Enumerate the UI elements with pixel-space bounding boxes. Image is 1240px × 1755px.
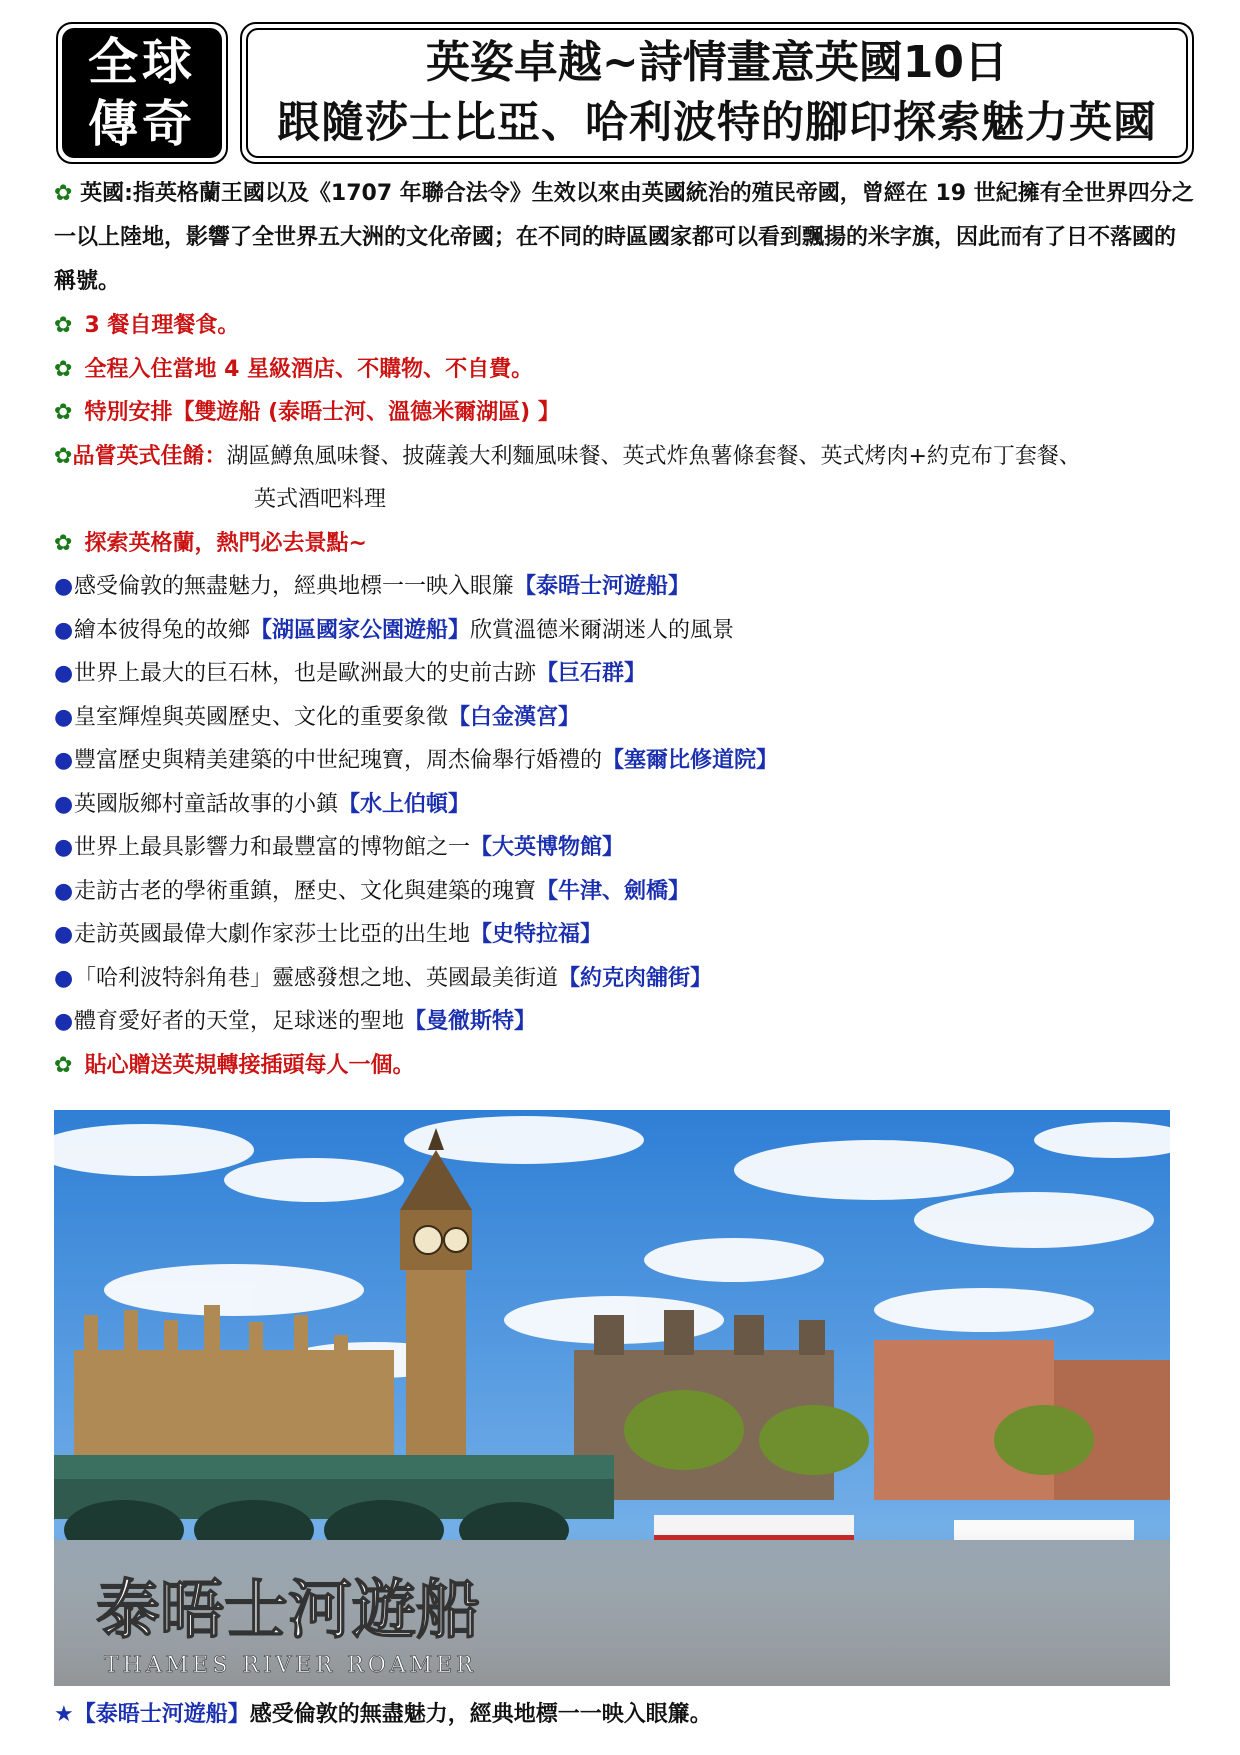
flower-icon: ✿ [54,443,73,469]
list-item: ●英國版鄉村童話故事的小鎮【水上伯頓】 [54,783,1194,827]
highlight-hotel: ✿ 全程入住當地 4 星級酒店、不購物、不自費。 [54,348,1194,392]
attractions-list [54,565,1194,1044]
itinerary-content [54,172,1194,1087]
bullet-icon: ● [54,835,74,860]
photo-caption: ★【泰晤士河遊船】感受倫敦的無盡魅力，經典地標一一映入眼簾。 [54,1702,712,1727]
thames-photo [54,1110,1170,1686]
photo-title-en: THAMES RIVER ROAMER [104,1653,477,1678]
header [56,22,1194,164]
bullet-icon: ● [54,748,74,773]
badge-line-2: 傳奇 [88,95,196,153]
flower-icon: ✿ [54,400,73,425]
intro-paragraph [54,172,1194,304]
flower-icon: ✿ [54,356,73,382]
list-item: ●世界上最具影響力和最豐富的博物館之一【大英博物館】 [54,826,1194,870]
bullet-icon: ● [54,1009,74,1034]
list-item: ●走訪英國最偉大劇作家莎士比亞的出生地【史特拉福】 [54,913,1194,957]
list-item: ●體育愛好者的天堂，足球迷的聖地【曼徹斯特】 [54,1000,1194,1044]
bullet-icon: ● [54,965,74,991]
highlight-adapter: ✿ 貼心贈送英規轉接插頭每人一個。 [54,1044,1194,1088]
highlight-cuisine: ✿品嘗英式佳餚：湖區鱒魚風味餐、披薩義大利麵風味餐、英式炸魚薯條套餐、英式烤肉+約克布丁套餐、 [54,435,1194,479]
star-icon: ★ [54,1702,74,1727]
list-item: ●豐富歷史與精美建築的中世紀瑰寶，周杰倫舉行婚禮的【塞爾比修道院】 [54,739,1194,783]
list-item: ●「哈利波特斜角巷」靈感發想之地、英國最美街道【約克肉舖街】 [54,957,1194,1001]
highlight-cruise: ✿ 特別安排【雙遊船 (泰晤士河、溫德米爾湖區) 】 [54,391,1194,435]
flower-icon: ✿ [54,530,73,556]
flower-icon: ✿ [54,181,73,206]
title-box [240,22,1194,164]
list-item: ●感受倫敦的無盡魅力，經典地標一一映入眼簾【泰晤士河遊船】 [54,565,1194,609]
bullet-icon: ● [54,791,74,817]
list-item: ●繪本彼得兔的故鄉【湖區國家公園遊船】欣賞溫德米爾湖迷人的風景 [54,609,1194,653]
london-skyline-illustration [54,1110,1170,1686]
bullet-icon: ● [54,704,74,730]
badge-line-1: 全球 [88,33,196,91]
list-item: ●走訪古老的學術重鎮，歷史、文化與建築的瑰寶【牛津、劍橋】 [54,870,1194,914]
bullet-icon: ● [54,922,74,947]
photo-title-cn: 泰晤士河遊船 [96,1573,480,1648]
page-subtitle: 跟隨莎士比亞、哈利波特的腳印探索魅力英國 [277,98,1157,148]
intro-text: 英國:指英格蘭王國以及《1707 年聯合法令》生效以來由英國統治的殖民帝國，曾經在 19 世紀擁有全世界四分之一以上陸地，影響了全世界五大洲的文化帝國；在不同的時區國家都可以看到飄揚的米字旗，因此而有了日不落國的稱號。 [54,181,1194,294]
page-title: 英姿卓越~詩情畫意英國10日 [425,37,1009,88]
global-legend-badge [56,22,228,164]
bullet-icon: ● [54,574,74,599]
bullet-icon: ● [54,617,74,643]
bullet-icon: ● [54,661,74,686]
flower-icon: ✿ [54,1052,73,1078]
list-item: ●皇室輝煌與英國歷史、文化的重要象徵【白金漢宮】 [54,696,1194,740]
bullet-icon: ● [54,878,74,904]
highlight-meals: ✿ 3 餐自理餐食。 [54,304,1194,348]
list-item: ●世界上最大的巨石林，也是歐洲最大的史前古跡【巨石群】 [54,652,1194,696]
highlight-explore: ✿ 探索英格蘭，熱門必去景點~ [54,522,1194,566]
flower-icon: ✿ [54,313,73,338]
highlight-cuisine-cont: 英式酒吧料理 [254,487,387,512]
